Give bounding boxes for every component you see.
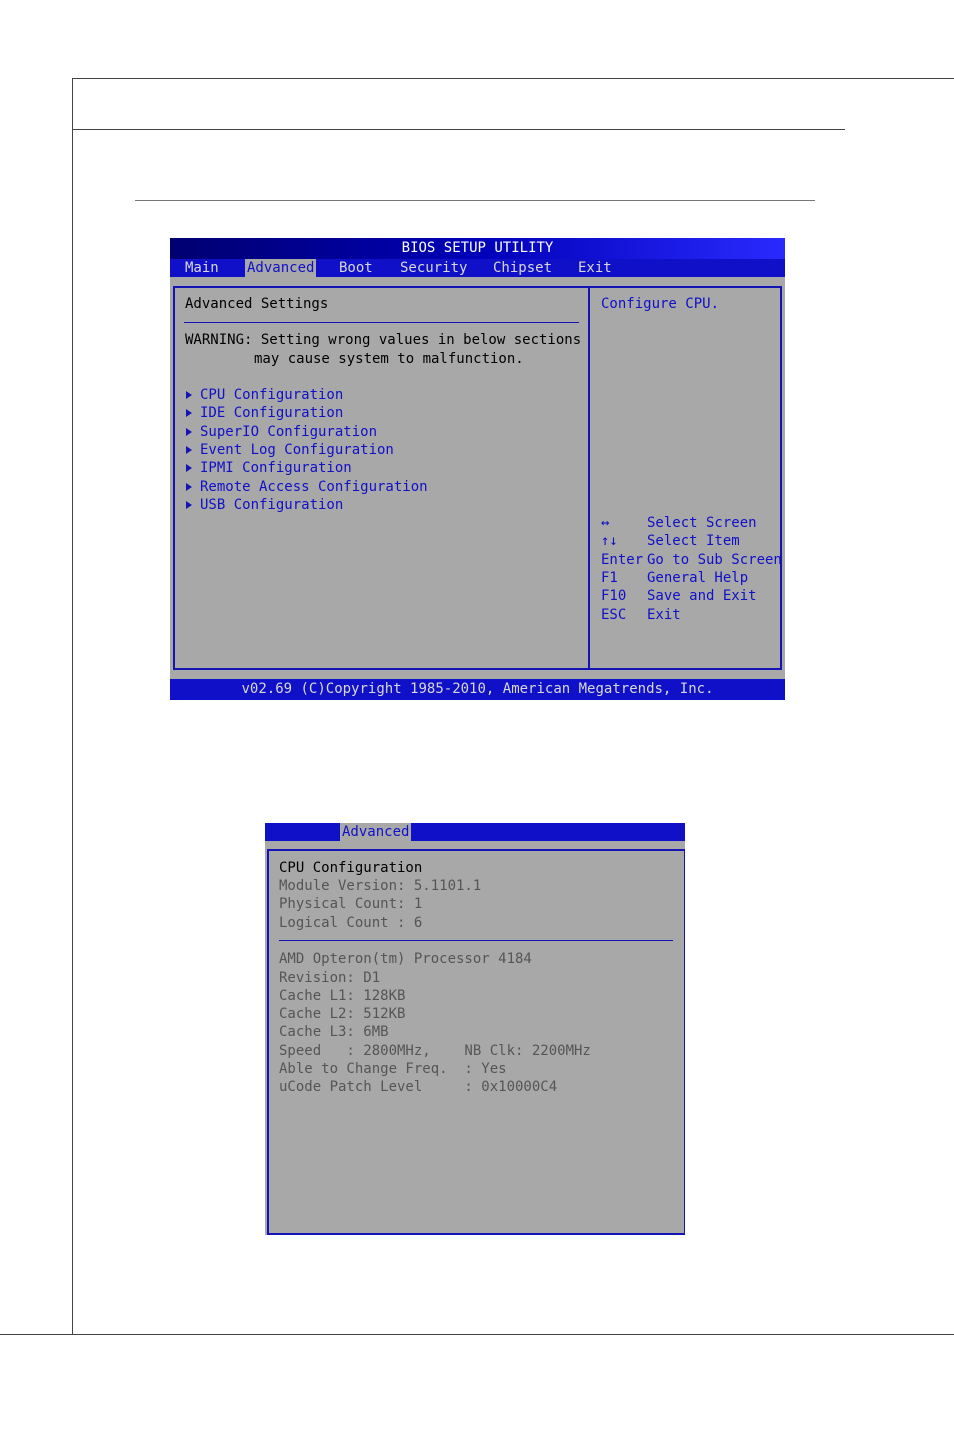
bios-cpu-configuration-screen	[265, 823, 685, 1235]
key-action: Exit	[647, 607, 681, 623]
detail-speed: Speed : 2800MHz, NB Clk: 2200MHz	[279, 1043, 591, 1059]
warning-line-2: may cause system to malfunction.	[254, 351, 524, 367]
submenu-ipmi-configuration[interactable]: IPMI Configuration	[200, 460, 352, 476]
key-action: Save and Exit	[647, 588, 757, 604]
key-action: Go to Sub Screen	[647, 552, 782, 568]
submenu-arrow-icon	[186, 409, 192, 417]
submenu-ide-configuration[interactable]: IDE Configuration	[200, 405, 344, 421]
submenu-cpu-configuration[interactable]: CPU Configuration	[200, 387, 344, 403]
menu-security[interactable]: Security	[400, 260, 468, 276]
key-f1: F1	[601, 570, 618, 586]
key-enter: Enter	[601, 552, 644, 568]
key-esc: ESC	[601, 607, 627, 623]
key-f10: F10	[601, 588, 627, 604]
submenu-arrow-icon	[186, 391, 192, 399]
page-left-rule	[72, 78, 73, 1335]
detail-cache-l2: Cache L2: 512KB	[279, 1006, 406, 1022]
bios-panel-divider	[588, 286, 590, 670]
header-rule	[72, 129, 845, 130]
help-text: Configure CPU.	[601, 296, 720, 312]
info-physical-count: Physical Count: 1	[279, 896, 423, 912]
detail-cache-l3: Cache L3: 6MB	[279, 1024, 389, 1040]
section-rule	[135, 200, 815, 201]
submenu-arrow-icon	[186, 446, 192, 454]
warning-line-1: WARNING: Setting wrong values in below sections	[185, 332, 582, 348]
bios-advanced-screen	[170, 238, 785, 700]
info-module-version: Module Version: 5.1101.1	[279, 878, 482, 894]
bios-footer: v02.69 (C)Copyright 1985-2010, American Megatrends, Inc.	[170, 679, 785, 700]
detail-change-freq: Able to Change Freq. : Yes	[279, 1061, 507, 1077]
page-bottom-rule	[0, 1334, 954, 1335]
section-title-underline	[184, 322, 579, 323]
section-title: CPU Configuration	[279, 860, 423, 876]
menu-main[interactable]: Main	[185, 260, 219, 276]
submenu-arrow-icon	[186, 501, 192, 509]
bios-menu-bar	[170, 259, 785, 277]
bios-title: BIOS SETUP UTILITY	[170, 238, 785, 259]
submenu-arrow-icon	[186, 428, 192, 436]
key-action: Select Item	[647, 533, 740, 549]
section-divider	[279, 940, 673, 941]
detail-processor: AMD Opteron(tm) Processor 4184	[279, 951, 532, 967]
submenu-arrow-icon	[186, 464, 192, 472]
key-arrows-ud: ↑↓	[601, 533, 618, 549]
submenu-remote-access-configuration[interactable]: Remote Access Configuration	[200, 479, 428, 495]
detail-revision: Revision: D1	[279, 970, 381, 986]
key-action: Select Screen	[647, 515, 757, 531]
menu-advanced[interactable]: Advanced	[342, 824, 410, 840]
submenu-superio-configuration[interactable]: SuperIO Configuration	[200, 424, 378, 440]
key-arrows-lr: ↔	[601, 515, 610, 531]
detail-cache-l1: Cache L1: 128KB	[279, 988, 406, 1004]
submenu-event-log-configuration[interactable]: Event Log Configuration	[200, 442, 394, 458]
key-action: General Help	[647, 570, 749, 586]
submenu-usb-configuration[interactable]: USB Configuration	[200, 497, 344, 513]
menu-exit[interactable]: Exit	[578, 260, 612, 276]
menu-chipset[interactable]: Chipset	[493, 260, 553, 276]
info-logical-count: Logical Count : 6	[279, 915, 423, 931]
detail-ucode-patch: uCode Patch Level : 0x10000C4	[279, 1079, 558, 1095]
section-title: Advanced Settings	[185, 296, 329, 312]
menu-advanced[interactable]: Advanced	[247, 260, 315, 276]
bios-menu-bar	[265, 823, 685, 841]
menu-boot[interactable]: Boot	[339, 260, 373, 276]
submenu-arrow-icon	[186, 483, 192, 491]
page-top-rule	[72, 78, 954, 79]
